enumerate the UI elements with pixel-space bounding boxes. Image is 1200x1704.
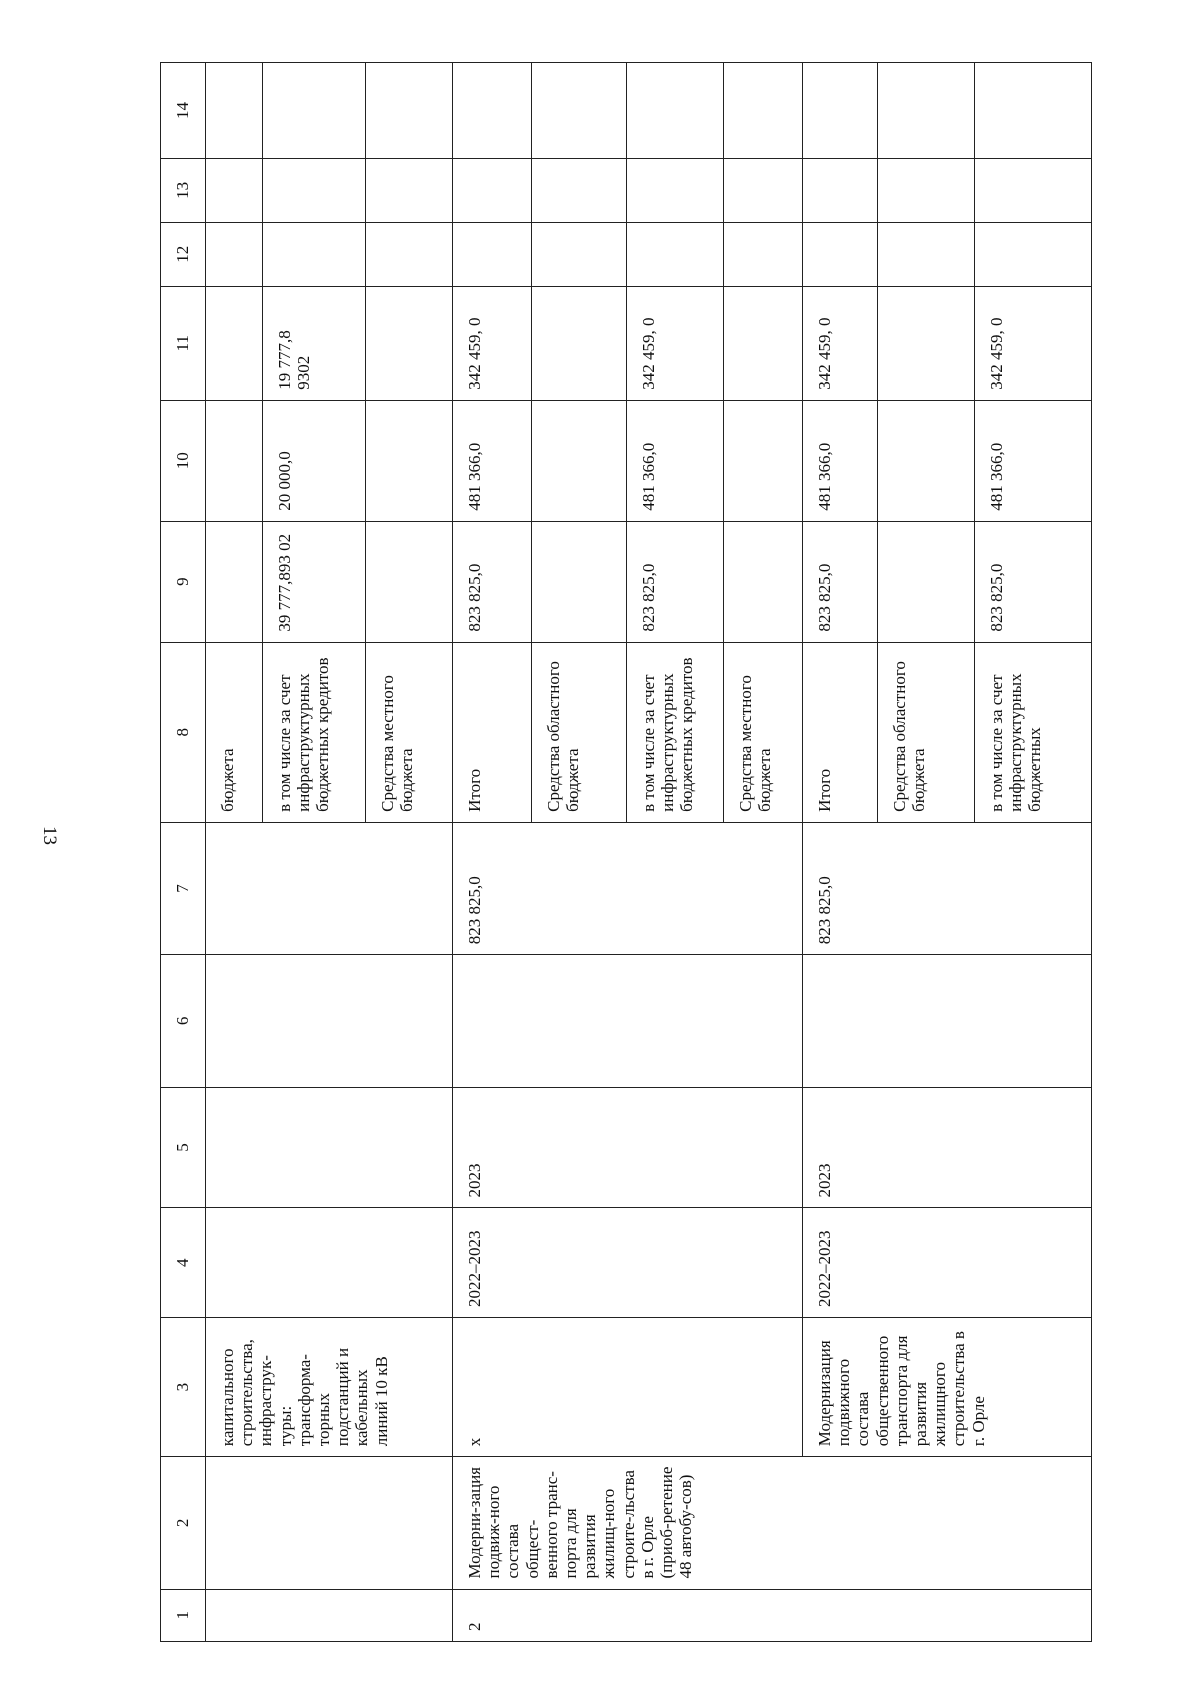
- cell: в том числе за счет инфраструктурных бюджетных кредитов: [627, 642, 724, 822]
- cell: 823 825,0: [453, 822, 803, 954]
- col-header-9: 9: [161, 521, 206, 642]
- cell: в том числе за счет инфраструктурных бюджетных: [975, 642, 1092, 822]
- cell: [724, 63, 803, 159]
- cell: 481 366,0: [803, 400, 878, 521]
- cell: [453, 63, 532, 159]
- cell: [206, 521, 263, 642]
- cell: [206, 1208, 453, 1318]
- cell: [532, 222, 627, 286]
- col-header-13: 13: [161, 158, 206, 222]
- cell: 823 825,0: [975, 521, 1092, 642]
- cell: 2022–2023: [453, 1208, 803, 1318]
- cell: [206, 1589, 453, 1641]
- cell: х: [453, 1318, 803, 1457]
- col-header-11: 11: [161, 286, 206, 400]
- cell: [724, 286, 803, 400]
- cell: [263, 222, 366, 286]
- cell: 823 825,0: [803, 822, 1092, 954]
- cell: [803, 222, 878, 286]
- col-header-2: 2: [161, 1457, 206, 1589]
- cell: [206, 222, 263, 286]
- cell: [878, 400, 975, 521]
- col-header-7: 7: [161, 822, 206, 954]
- cell: [206, 1457, 453, 1589]
- cell: Модернизация подвижного состава общественного транспорта для развития жилищного строительства в г. Орле: [803, 1318, 1092, 1457]
- cell: [532, 63, 627, 159]
- cell: [206, 158, 263, 222]
- cell: [366, 222, 453, 286]
- cell: 2023: [803, 1087, 1092, 1208]
- cell: 481 366,0: [627, 400, 724, 521]
- cell: [878, 222, 975, 286]
- table-row: [453, 63, 532, 1642]
- cell: [975, 158, 1092, 222]
- cell: 823 825,0: [803, 521, 878, 642]
- col-header-1: 1: [161, 1589, 206, 1641]
- col-header-3: 3: [161, 1318, 206, 1457]
- cell: 20 000,0: [263, 400, 366, 521]
- cell: [206, 286, 263, 400]
- rotated-sheet: [160, 62, 1120, 1642]
- col-header-12: 12: [161, 222, 206, 286]
- cell: 39 777,893 02: [263, 521, 366, 642]
- cell: [532, 521, 627, 642]
- budget-table: [160, 62, 1092, 1642]
- col-header-10: 10: [161, 400, 206, 521]
- cell: [366, 400, 453, 521]
- cell: 342 459, 0: [803, 286, 878, 400]
- cell: [366, 63, 453, 159]
- cell: [975, 222, 1092, 286]
- col-header-5: 5: [161, 1087, 206, 1208]
- cell: 823 825,0: [453, 521, 532, 642]
- cell: [206, 955, 453, 1087]
- cell: 342 459, 0: [975, 286, 1092, 400]
- cell: Итого: [803, 642, 878, 822]
- project-name-cell: Модерни-зация подвиж-ного состава общест-венного транс-порта для развития жилищ-ного строите-льства в г. Орле (приоб-ретение 48 автобу-сов): [453, 1457, 1092, 1589]
- col-header-4: 4: [161, 1208, 206, 1318]
- cell: [627, 158, 724, 222]
- cell: [453, 955, 803, 1087]
- col-header-14: 14: [161, 63, 206, 159]
- cell: 2023: [453, 1087, 803, 1208]
- cell: [532, 158, 627, 222]
- cell: в том числе за счет инфраструктурных бюджетных кредитов: [263, 642, 366, 822]
- table-row: [206, 63, 263, 1642]
- cell: [453, 158, 532, 222]
- cell: [206, 400, 263, 521]
- cell: 481 366,0: [975, 400, 1092, 521]
- cell: [206, 822, 453, 954]
- cell: [532, 400, 627, 521]
- cell: 823 825,0: [627, 521, 724, 642]
- cell: [366, 521, 453, 642]
- cell: [532, 286, 627, 400]
- cell: [206, 63, 263, 159]
- cell: [627, 222, 724, 286]
- cell: [453, 222, 532, 286]
- cell: [206, 1087, 453, 1208]
- cell: [803, 158, 878, 222]
- cell: [627, 63, 724, 159]
- cell: 481 366,0: [453, 400, 532, 521]
- cell: [975, 63, 1092, 159]
- cell: 342 459, 0: [627, 286, 724, 400]
- cell: [366, 286, 453, 400]
- page-number: 13: [39, 826, 60, 845]
- cell: Средства местного бюджета: [724, 642, 803, 822]
- col-header-6: 6: [161, 955, 206, 1087]
- cell: [263, 63, 366, 159]
- cell: [366, 158, 453, 222]
- cell: [803, 63, 878, 159]
- col-header-8: 8: [161, 642, 206, 822]
- cell: [263, 158, 366, 222]
- cell: [724, 222, 803, 286]
- cell: [803, 955, 1092, 1087]
- cell: [724, 400, 803, 521]
- cell: 19 777,8 9302: [263, 286, 366, 400]
- cell: [724, 158, 803, 222]
- cell: [878, 286, 975, 400]
- cell: Итого: [453, 642, 532, 822]
- cell: 2022–2023: [803, 1208, 1092, 1318]
- cell: Средства областного бюджета: [532, 642, 627, 822]
- rotated-table-container: [160, 62, 1120, 1642]
- row-number-cell: 2: [453, 1589, 1092, 1641]
- cell: [878, 521, 975, 642]
- cell: Средства местного бюджета: [366, 642, 453, 822]
- cell: бюджета: [206, 642, 263, 822]
- cell: [878, 63, 975, 159]
- cell: капитального строительства, инфраструк-туры: трансформа-торных подстанций и кабельных линий 10 кВ: [206, 1318, 453, 1457]
- cell: 342 459, 0: [453, 286, 532, 400]
- cell: [724, 521, 803, 642]
- header-row: [161, 63, 206, 1642]
- cell: [878, 158, 975, 222]
- table-row: [803, 63, 878, 1642]
- cell: Средства областного бюджета: [878, 642, 975, 822]
